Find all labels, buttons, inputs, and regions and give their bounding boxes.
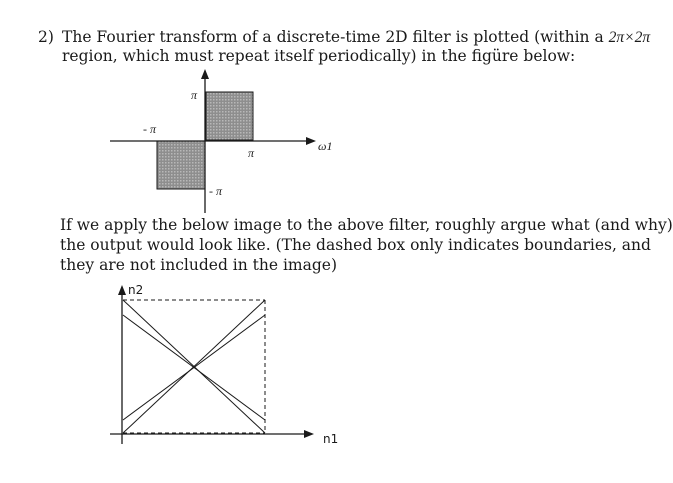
label-omega1: ω1 [318,139,333,153]
paragraph-line-3: they are not included in the image) [60,256,338,274]
paragraph-line-1: If we apply the below image to the above filter, roughly argue what (and why) [60,216,673,234]
label-pi-top: π [191,88,198,102]
paragraph-line-2: the output would look like. (The dashed box only indicates boundaries, and [60,236,651,254]
question-line-2: region, which must repeat itself periodically) in the figüre below: [62,47,576,65]
passband-square-lower-left [157,141,205,189]
question-line-1-math: 2π×2π [608,29,651,46]
question-line-1-text: The Fourier transform of a discrete-time 2D filter is plotted (within a [62,28,604,46]
question-number: 2) [38,28,54,46]
passband-square-upper-right [206,92,253,140]
label-n2: n2 [128,283,144,297]
label-neg-pi-left: - π [143,122,157,136]
label-neg-pi-bottom: - π [209,184,223,198]
horizontal-axis-arrowhead [306,137,316,145]
vertical-axis-arrowhead [201,69,209,79]
n2-axis-arrowhead [118,285,126,295]
image-plot [110,283,338,446]
n1-axis-arrowhead [304,430,314,438]
label-n1: n1 [323,432,339,446]
label-pi-right: π [248,146,255,160]
